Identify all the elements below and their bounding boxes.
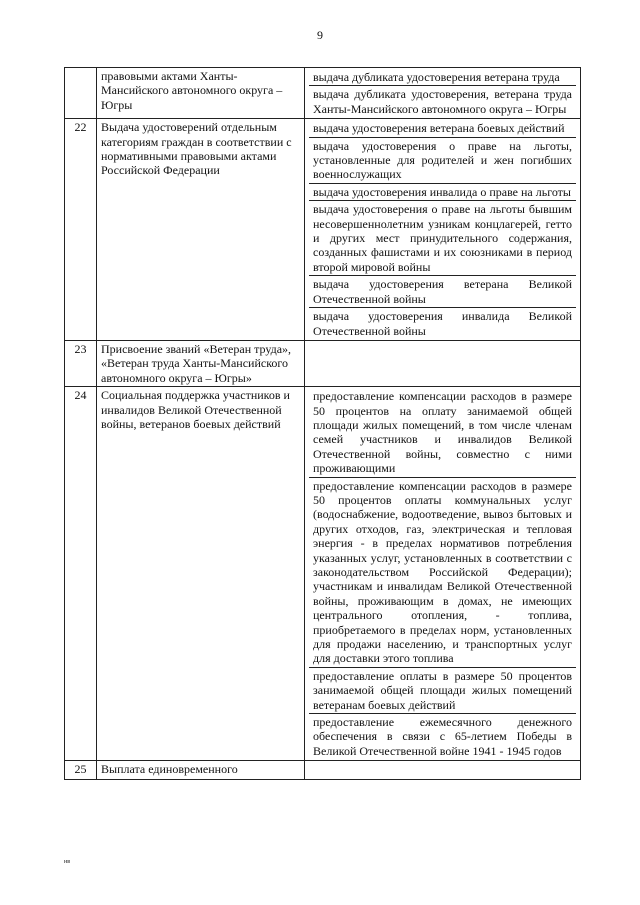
sub-service-item: предоставление компенсации расходов в размере 50 процентов оплаты коммунальных услуг (водоснабжение, водоотведение, вывоз бытовых и других отходов, газ, электрическая и тепловая энергия - в пределах нормативов потребления указанных услуг, установленных в соответствии с законодательством Российской Федерации); участникам и инвалидам Великой Отечественной войны, проживающим в домах, не имеющих центрального отопления, - топлива, приобретаемого в пределах норм, установленных для продажи населению, и транспортных услуг для доставки этого топлива [309,478,576,668]
sub-services [305,68,581,119]
sub-services [305,761,581,780]
sub-service-item: предоставление компенсации расходов в размере 50 процентов на оплату занимаемой общей площади жилых помещений, в том числе членам семей участников и инвалидов Великой Отечественной войны, совместно с ними проживающими [309,388,576,477]
row-number: 24 [65,387,97,761]
table-row [65,119,581,341]
sub-service-item: выдача удостоверения ветерана боевых действий [309,120,576,137]
table-row [65,340,581,386]
row-number: 23 [65,340,97,386]
service-name: Социальная поддержка участников и инвалидов Великой Отечественной войны, ветеранов боевых действий [97,387,305,761]
footer-mark: нв [64,859,71,865]
sub-service-item: выдача дубликата удостоверения, ветерана труда Ханты-Мансийского автономного округа – Югры [313,87,572,116]
table-row [65,68,581,119]
service-name: Выдача удостоверений отдельным категориям граждан в соответствии с нормативными правовыми актами Российской Федерации [97,119,305,341]
sub-services [305,119,581,341]
sub-service-item: выдача удостоверения инвалида Великой Отечественной войны [313,309,572,338]
sub-service-item: выдача удостоверения о праве на льготы, установленные для родителей и жен погибших военнослужащих [309,138,576,184]
page-number: 9 [317,28,323,42]
sub-service-item: выдача дубликата удостоверения ветерана труда [309,69,576,86]
services-table [64,67,581,780]
table-body [65,68,581,780]
sub-service-item [309,342,576,358]
row-number [65,68,97,119]
sub-service-item: выдача удостоверения о праве на льготы бывшим несовершеннолетним узникам концлагерей, гетто и других мест принудительного содержания, созданных фашистами и их союзниками в период второй мировой войны [309,201,576,276]
sub-service-item [309,762,576,778]
table-row [65,387,581,761]
table-row [65,761,581,780]
service-name: правовыми актами Ханты-Мансийского автономного округа – Югры [97,68,305,119]
sub-services [305,387,581,761]
sub-service-item: предоставление оплаты в размере 50 процентов занимаемой общей площади жилых помещений ветеранам боевых действий [309,668,576,714]
row-number: 22 [65,119,97,341]
row-number: 25 [65,761,97,780]
sub-service-item: выдача удостоверения инвалида о праве на льготы [309,184,576,201]
service-name: Присвоение званий «Ветеран труда», «Ветеран труда Ханты-Мансийского автономного округа – Югры» [97,340,305,386]
sub-service-item: предоставление ежемесячного денежного обеспечения в связи с 65-летием Победы в Великой Отечественной войне 1941 - 1945 годов [313,715,572,758]
sub-services [305,340,581,386]
sub-service-item: выдача удостоверения ветерана Великой Отечественной войны [309,276,576,308]
service-name: Выплата единовременного [97,761,305,780]
